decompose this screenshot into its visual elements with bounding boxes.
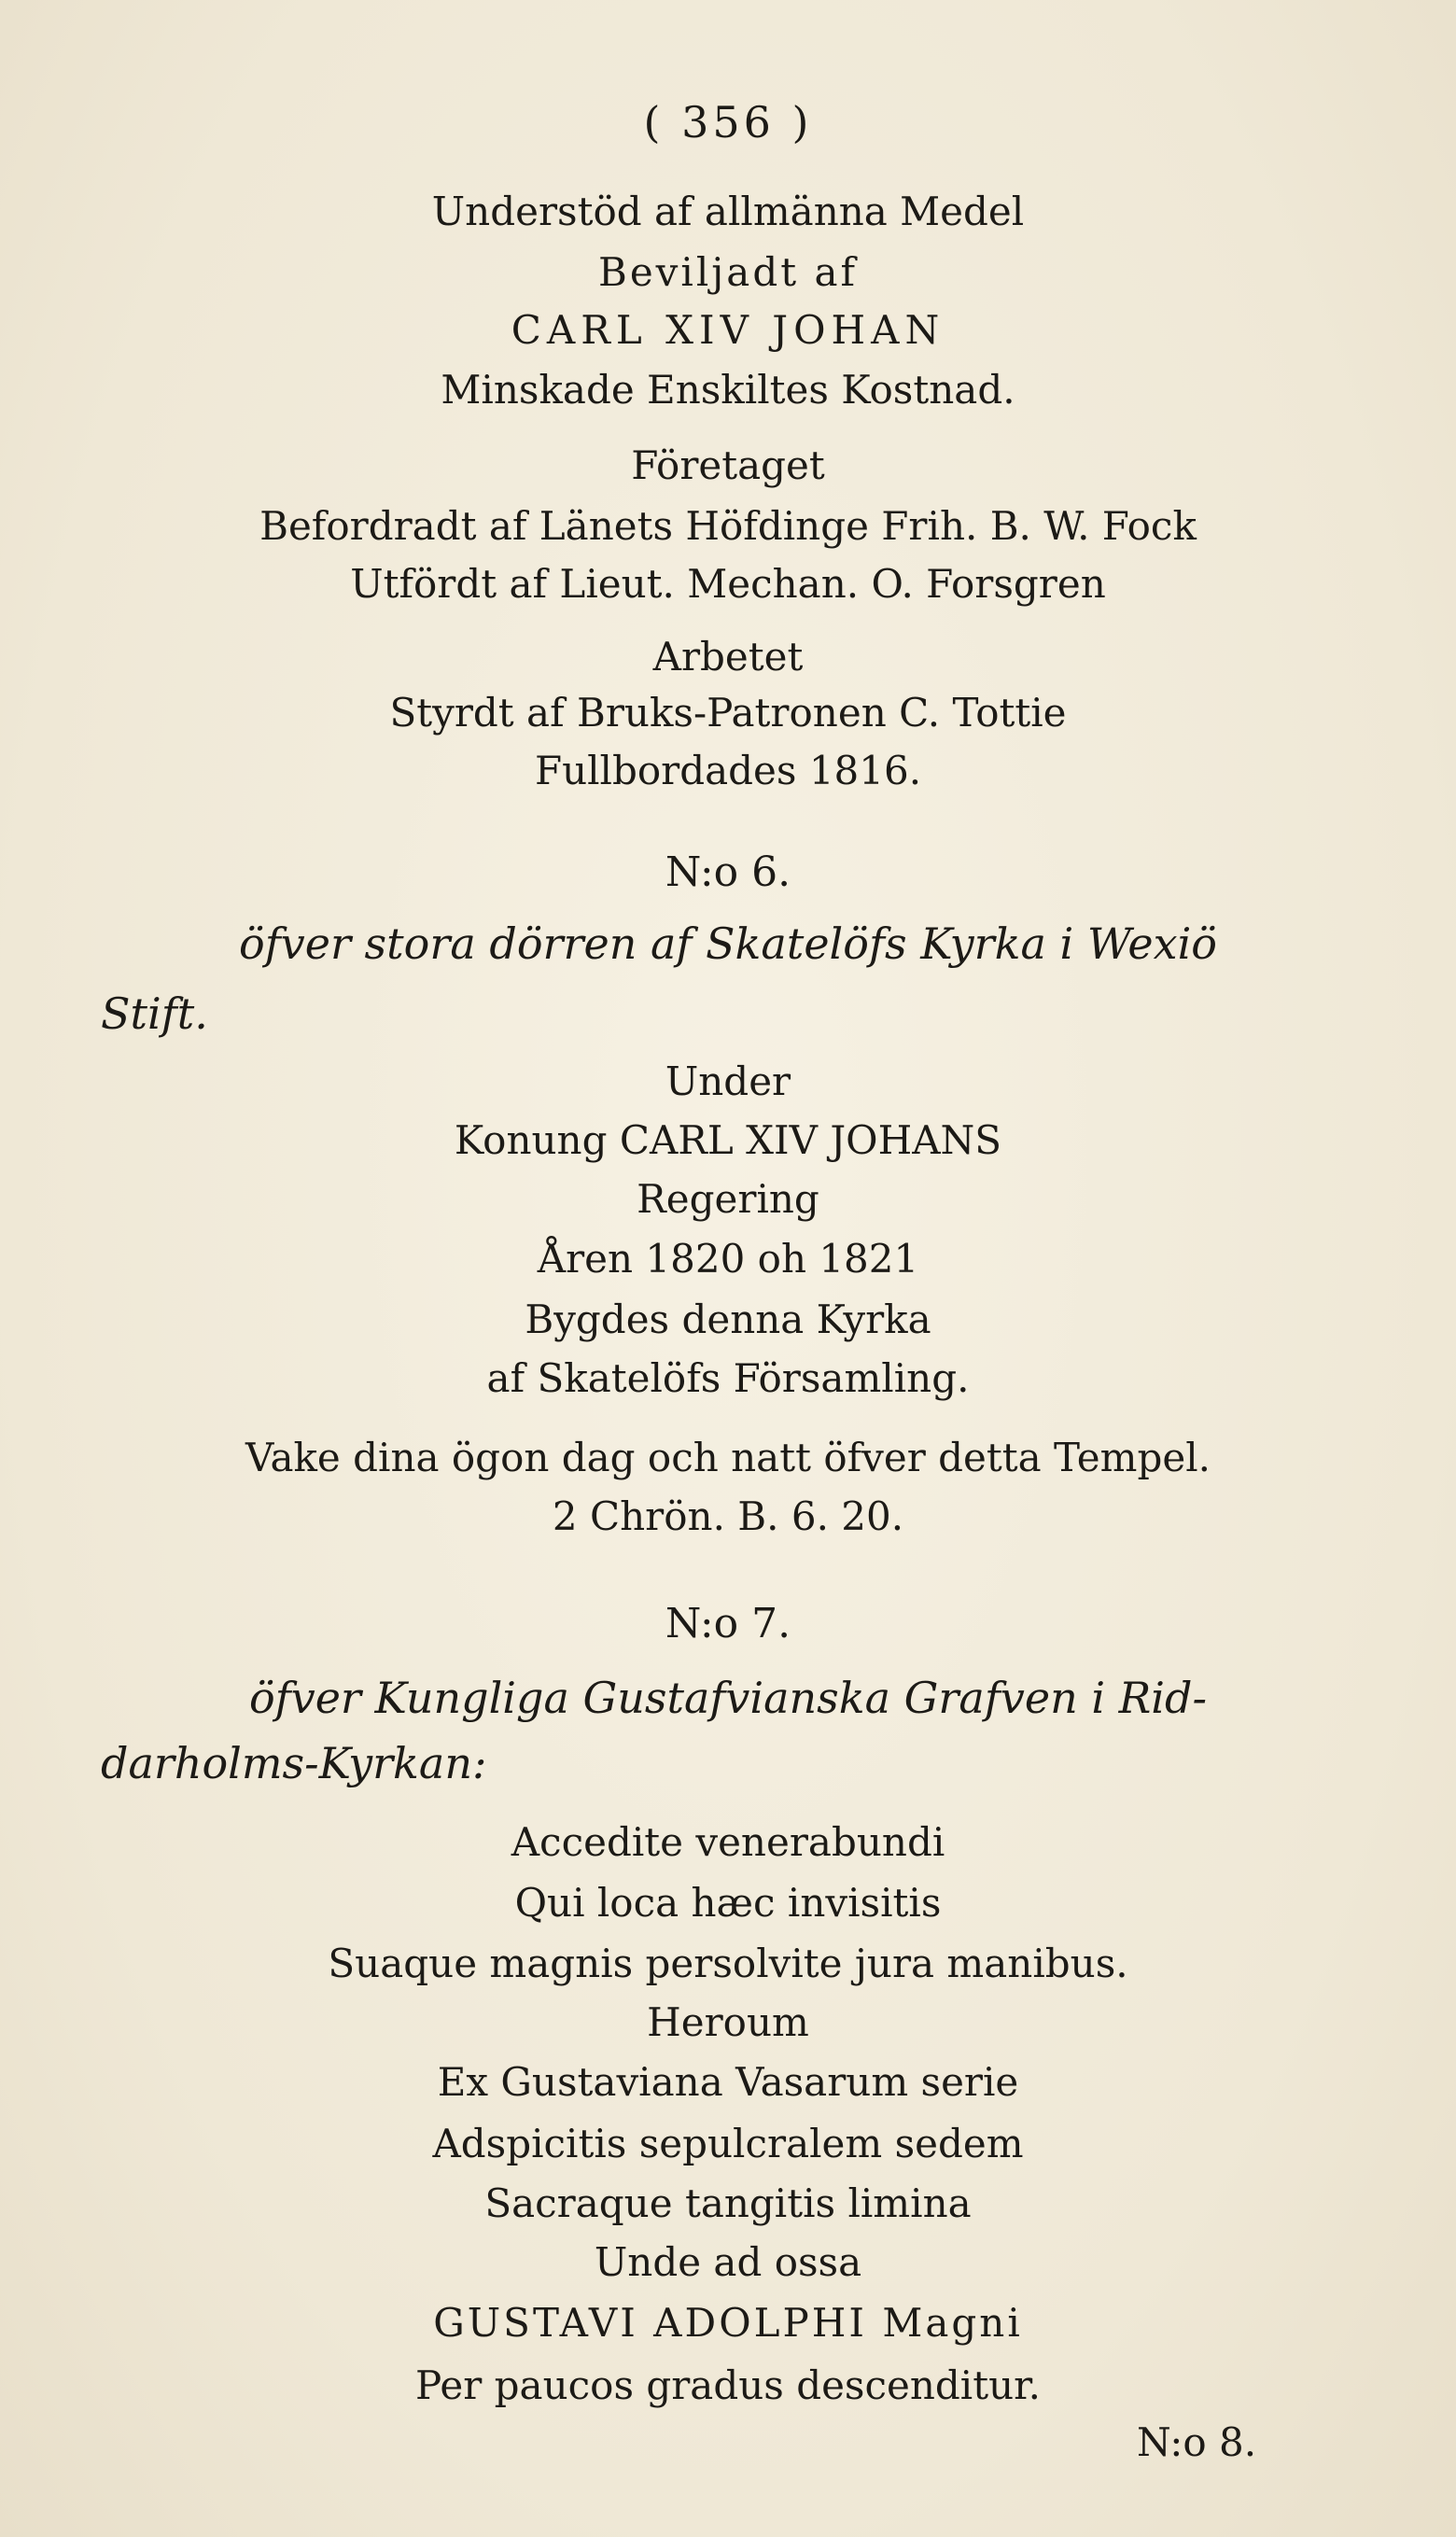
inscription-line: Utfördt af Lieut. Mechan. O. Forsgren [350, 561, 1106, 607]
section-heading-continued: Stift. [101, 988, 208, 1039]
inscription-line: Arbetet [652, 634, 804, 680]
inscription-line: Sacraque tangitis limina [484, 2180, 972, 2226]
inscription-line: af Skatelöfs Församling. [486, 1355, 970, 1401]
inscription-line: Befordradt af Länets Höfdinge Frih. B. W. Fock [259, 503, 1197, 549]
inscription-line: Styrdt af Bruks-Patronen C. Tottie [389, 690, 1067, 736]
page-number: ( 356 ) [643, 97, 813, 147]
inscription-line: Per paucos gradus descenditur. [415, 2362, 1041, 2408]
inscription-line: Ex Gustaviana Vasarum serie [437, 2059, 1019, 2105]
section-heading: öfver Kungliga Gustafvianska Grafven i Rid- [248, 1673, 1207, 1723]
inscription-line: Konung CARL XIV JOHANS [454, 1117, 1002, 1163]
inscription-line: Regering [637, 1176, 819, 1222]
inscription-line: Qui loca hæc invisitis [514, 1880, 942, 1926]
section-heading-continued: darholms-Kyrkan: [101, 1738, 487, 1788]
inscription-line: Heroum [647, 1999, 809, 2045]
inscription-line: Accedite venerabundi [511, 1819, 945, 1865]
inscription-line: Beviljadt af [597, 249, 859, 295]
inscription-line: Fullbordades 1816. [534, 748, 922, 793]
inscription-line: Adspicitis sepulcralem sedem [432, 2121, 1024, 2166]
inscription-line: Under [665, 1058, 791, 1104]
section-number: N:o 7. [665, 1600, 791, 1647]
inscription-line: Suaque magnis persolvite jura manibus. [328, 1941, 1128, 1986]
catchword: N:o 8. [1137, 2419, 1257, 2465]
inscription-line: GUSTAVI ADOLPHI Magni [433, 2300, 1023, 2346]
inscription-line: Understöd af allmänna Medel [431, 189, 1025, 234]
inscription-line: Minskade Enskiltes Kostnad. [441, 367, 1015, 413]
section-number: N:o 6. [665, 848, 791, 896]
inscription-line: Unde ad ossa [594, 2239, 862, 2285]
inscription-line: Åren 1820 oh 1821 [537, 1236, 919, 1282]
inscription-line: Bygdes denna Kyrka [525, 1297, 931, 1342]
inscription-line: Företaget [631, 442, 825, 488]
inscription-line: Vake dina ögon dag och natt öfver detta Tempel. [245, 1435, 1211, 1480]
inscription-line: CARL XIV JOHAN [511, 307, 945, 353]
section-heading: öfver stora dörren af Skatelöfs Kyrka i Wexiö [239, 918, 1217, 969]
inscription-citation: 2 Chrön. B. 6. 20. [552, 1493, 904, 1539]
